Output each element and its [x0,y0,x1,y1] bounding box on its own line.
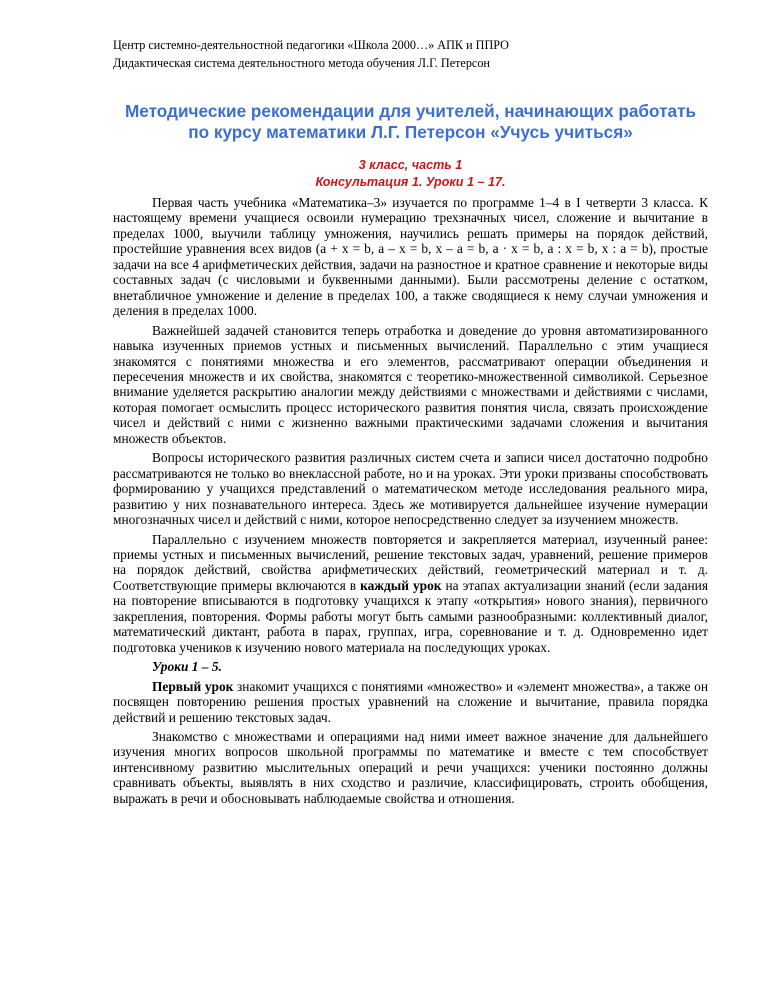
paragraph-4-text-before: Параллельно с изучением множеств повторяется и закрепляется материал, изученный ранее: приемы устных и письменных вычислений, решение текстовых задач, уравнений, решение примеров на порядок действий, свойства арифметических действий, геометрический материал и т. д. Соответствующие примеры включаются в [113,531,708,593]
paragraph-2: Важнейшей задачей становится теперь отработка и доведение до уровня автоматизированного навыка изученных приемов устных и письменных вычислений. Параллельно с этим учащиеся знакомятся с понятиями множества и его элементов, рассматривают операции объединения и пересечения множеств и их свойства, знакомятся с теоретико-множественной символикой. Серьезное внимание уделяется раскрытию аналогии между действиями с множествами и действиями с числами, которая помогает осмыслить процесс исторического развития понятия числа, связать происхождение чисел и действий с ними с жизненно важными практическими задачами сложения и вычитания множеств объектов. [113,322,708,446]
paragraph-5-bold-phrase: Первый урок [152,678,234,694]
paragraph-1: Первая часть учебника «Математика–3» изучается по программе 1–4 в I четверти 3 класса. К настоящему времени учащиеся освоили нумерацию трехзначных чисел, сложение и вычитание в пределах 1000, выучили таблицу умножения, научились решать примеры на порядок действий, простейшие уравнения всех видов (a + x = b, a – x = b, x – a = b, a · x = b, a : x = b, x : a = b), простые задачи на все 4 арифметических действия, задачи на разностное и кратное сравнение и некоторые виды составных задач (с числовыми и буквенными данными). Были рассмотрены деление с остатком, внетабличное умножение и деление в пределах 100, а также сводящиеся к нему случаи умножения и деления в пределах 1000. [113,195,708,319]
header-line-1: Центр системно-деятельностной педагогики «Школа 2000…» АПК и ППРО [113,38,509,52]
paragraph-4 [113,532,708,656]
section-heading: Уроки 1 – 5. [152,659,222,675]
document-title: Методические рекомендации для учителей, начинающих работать по курсу математики Л.Г. Петерсон «Учусь учиться» [124,101,697,142]
paragraph-6: Знакомство с множествами и операциями над ними имеет важное значение для дальнейшего изучения многих вопросов школьной программы по математике и вместе с тем способствует интенсивному развитию мыслительных операций и речи учащихся: ученики постоянно должны сравнивать объекты, выявлять в них сходство и различие, классифицировать, строить обобщения, выражать в речи и обосновывать наблюдаемые свойства и отношения. [113,728,708,806]
paragraph-4-bold-phrase: каждый урок [360,577,442,593]
paragraph-4-text-after: на этапах актуализации знаний (если задания на повторение вписываются в подготовку учащихся к этапу «открытия» нового знания), первичного закрепления, повторения. Формы работы могут быть самыми разнообразными: коллективный диалог, математический диктант, работа в парах, группах, игра, соревнование и т. д. Одновременно идет подготовка учеников к изучению нового материала на последующих уроках. [113,577,708,655]
paragraph-5 [113,679,708,725]
paragraph-3: Вопросы исторического развития различных систем счета и записи чисел достаточно подробно рассматриваются не только во внеклассной работе, но и на уроках. Эти уроки призваны способствовать формированию у учащихся представлений о математическом методе исследования реального мира, развитию у них познавательного интереса. Здесь же мотивируется дальнейшее изучение нумерации многозначных чисел и действий с ними, которое непосредственно следует за изучением множеств. [113,450,708,528]
header-line-2: Дидактическая система деятельностного метода обучения Л.Г. Петерсон [113,56,490,70]
consultation-subtitle: Консультация 1. Уроки 1 – 17. [315,175,506,189]
grade-subtitle: 3 класс, часть 1 [358,158,463,172]
paragraph-5-text: знакомит учащихся с понятиями «множество» и «элемент множества», а также он посвящен повторению решения простых уравнений на сложение и вычитание, правила порядка действий и решению текстовых задач. [113,678,709,725]
